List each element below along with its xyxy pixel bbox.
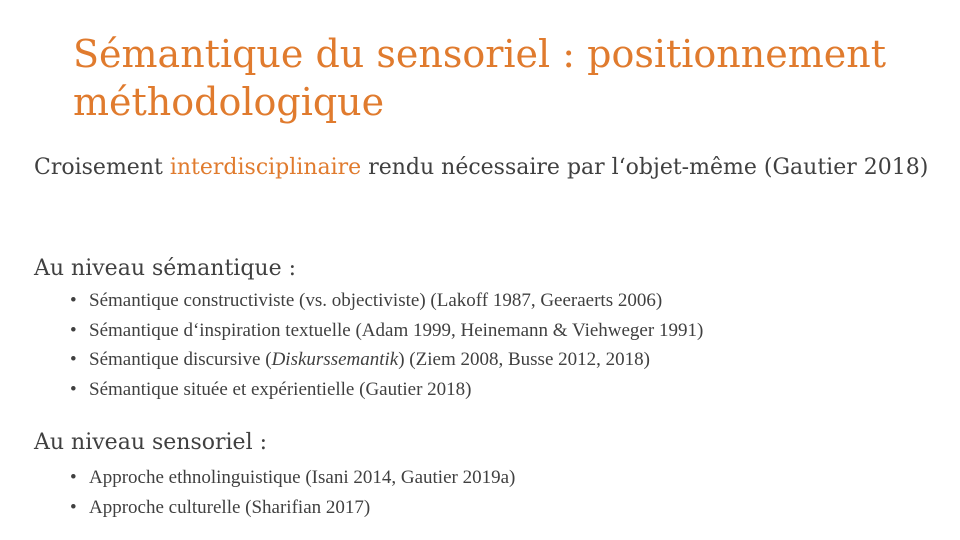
sensory-heading: Au niveau sensoriel : [34,430,268,455]
list-item: • Approche ethnolinguistique (Isani 2014, Gautier 2019a) [70,463,515,493]
semantic-list [70,286,703,404]
intro-text-after: rendu nécessaire par l‘objet-même (Gautier 2018) [361,155,929,180]
title-line-2: méthodologique [73,80,385,124]
list-item-text-after: ) (Ziem 2008, Busse 2012, 2018) [398,349,650,370]
title-line-1: Sémantique du sensoriel : positionnement [73,32,886,76]
list-item-text-before: Sémantique discursive ( [89,349,272,370]
sensory-list [70,463,515,522]
semantic-heading: Au niveau sémantique : [34,256,296,281]
slide-title [73,30,933,126]
list-item: • Sémantique constructiviste (vs. objectiviste) (Lakoff 1987, Geeraerts 2006) [70,286,703,316]
intro-highlight: interdisciplinaire [169,155,362,180]
list-item: • Sémantique située et expérientielle (Gautier 2018) [70,375,703,405]
list-item: • Sémantique d‘inspiration textuelle (Adam 1999, Heinemann & Viehweger 1991) [70,316,703,346]
intro-text-before: Croisement [34,155,170,180]
list-item [70,345,703,375]
intro-paragraph [34,152,934,184]
list-item-italic-term: Diskurssemantik [271,349,399,370]
list-item: • Approche culturelle (Sharifian 2017) [70,493,515,523]
